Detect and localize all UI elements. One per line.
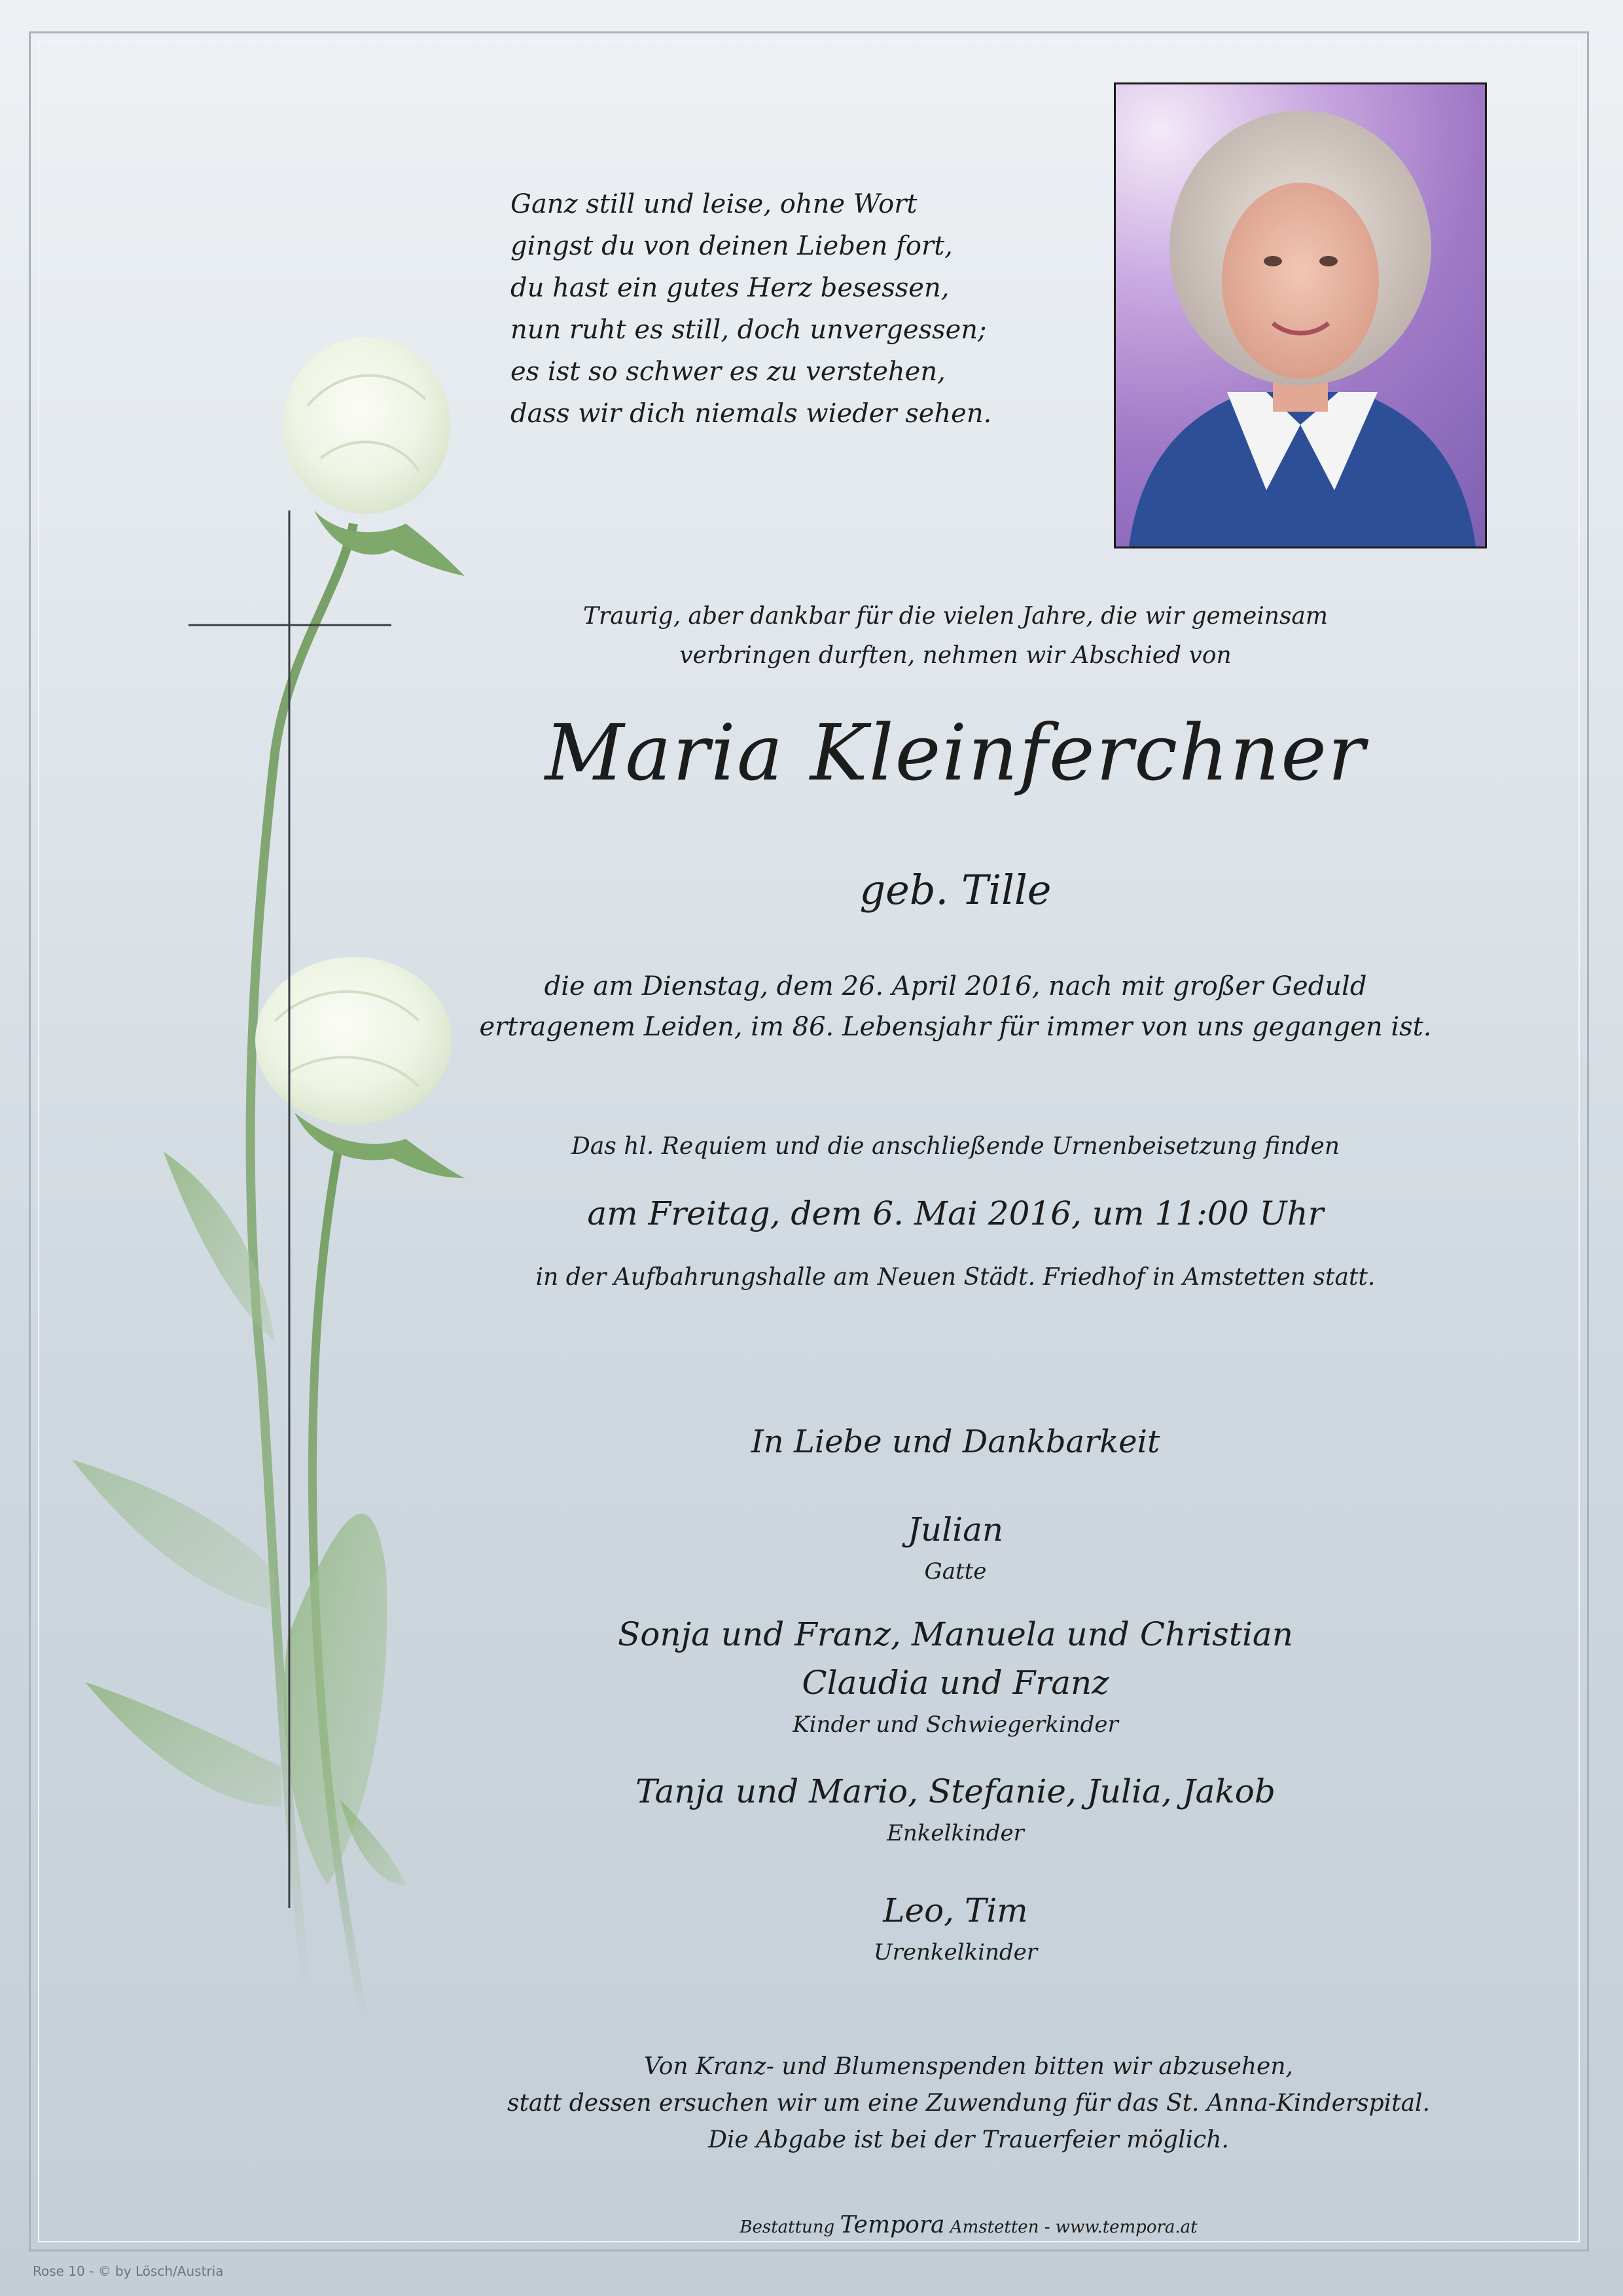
footer-prefix: Bestattung: [740, 2217, 835, 2237]
poem-line: dass wir dich niemals wieder sehen.: [510, 399, 992, 429]
closing-line: Von Kranz- und Blumenspenden bitten wir abzusehen,: [644, 2053, 1293, 2080]
family-member-name: Julian: [907, 1511, 1004, 1549]
family-relation: Kinder und Schwiegerkinder: [793, 1712, 1118, 1738]
closing-line: statt dessen ersuchen wir um eine Zuwendung für das St. Anna-Kinderspital.: [507, 2090, 1431, 2117]
family-heading: In Liebe und Dankbarkeit: [751, 1424, 1160, 1460]
poem-line: Ganz still und leise, ohne Wort: [510, 189, 918, 219]
footer-suffix: Amstetten - www.tempora.at: [950, 2217, 1198, 2237]
image-credit: Rose 10 - © by Lösch/Austria: [33, 2263, 224, 2279]
deceased-name: Maria Kleinferchner: [544, 708, 1366, 798]
requiem-intro: Das hl. Requiem und die anschließende Urnenbeisetzung finden: [571, 1133, 1340, 1160]
death-notice: [445, 966, 1466, 1047]
leaf: [164, 1152, 275, 1342]
closing-text: [458, 2049, 1479, 2159]
poem-line: nun ruht es still, doch unvergessen;: [510, 315, 987, 345]
leaf: [284, 1514, 387, 1885]
leaf: [72, 1460, 275, 1610]
poem-line: gingst du von deinen Lieben fort,: [510, 231, 953, 261]
family-relation: Gatte: [924, 1558, 987, 1585]
footer-brand: Tempora: [840, 2212, 945, 2238]
portrait-illustration: [1116, 84, 1485, 547]
maiden-name: geb. Tille: [859, 866, 1052, 914]
poem-line: es ist so schwer es zu verstehen,: [510, 357, 946, 387]
intro-line: verbringen durften, nehmen wir Abschied von: [679, 642, 1232, 669]
intro-text: [497, 597, 1414, 675]
poem: [510, 183, 1008, 435]
leaf: [85, 1682, 281, 1806]
upper-rose: [283, 337, 450, 514]
family-relation: Urenkelkinder: [873, 1939, 1038, 1965]
family-member-name: Leo, Tim: [883, 1892, 1028, 1929]
death-notice-line: ertragenem Leiden, im 86. Lebensjahr für immer von uns gegangen ist.: [479, 1012, 1432, 1042]
closing-line: Die Abgabe ist bei der Trauerfeier möglich.: [708, 2126, 1229, 2153]
intro-line: Traurig, aber dankbar für die vielen Jahre, die wir gemeinsam: [582, 603, 1329, 630]
requiem-date: am Freitag, dem 6. Mai 2016, um 11:00 Uhr: [587, 1194, 1324, 1232]
death-notice-line: die am Dienstag, dem 26. April 2016, nach mit großer Geduld: [544, 971, 1367, 1001]
requiem-location: in der Aufbahrungshalle am Neuen Städt. Friedhof in Amstetten statt.: [535, 1264, 1376, 1291]
family-member-name: Claudia und Franz: [802, 1664, 1109, 1702]
family-member-name: Sonja und Franz, Manuela und Christian: [618, 1615, 1293, 1653]
portrait-photo: [1114, 82, 1487, 548]
family-member-name: Tanja und Mario, Stefanie, Julia, Jakob: [635, 1772, 1275, 1810]
poem-line: du hast ein gutes Herz besessen,: [510, 273, 950, 303]
leaf: [340, 1800, 406, 1885]
lower-rose: [255, 957, 452, 1124]
sepal: [294, 1113, 465, 1178]
family-relation: Enkelkinder: [887, 1820, 1024, 1846]
funeral-home-footer: [641, 2212, 1296, 2240]
